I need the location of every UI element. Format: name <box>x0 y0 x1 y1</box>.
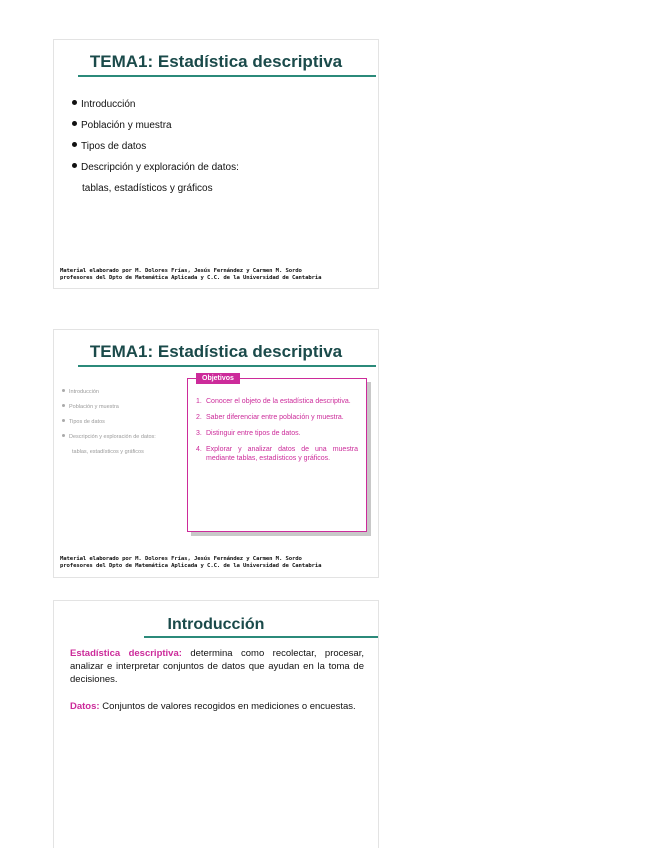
slide-footer <box>60 268 374 282</box>
slide-title: TEMA1: Estadística descriptiva <box>89 342 343 361</box>
slide-2 <box>53 329 379 578</box>
bullet-icon <box>62 434 65 437</box>
title-underline <box>78 365 376 367</box>
footer-line: Material elaborado por M. Dolores Frías, Jesús Fernández y Carmen M. Sordo <box>60 268 302 274</box>
list-item-continuation: tablas, estadísticos y gráficos <box>72 449 144 455</box>
definition-paragraph <box>70 647 364 686</box>
footer-line: profesores del Dpto de Matemática Aplicada y C.C. de la Universidad de Cantabria <box>60 563 322 569</box>
footer-line: profesores del Dpto de Matemática Aplicada y C.C. de la Universidad de Cantabria <box>60 275 322 281</box>
bullet-icon <box>72 142 77 147</box>
list-item: Población y muestra <box>72 119 239 140</box>
list-item: Introducción <box>72 98 239 119</box>
objective-item: 2. Saber diferenciar entre población y muestra. <box>196 414 344 421</box>
slide-title: Introducción <box>167 616 265 633</box>
bullet-icon <box>72 100 77 105</box>
slide-footer <box>60 556 374 570</box>
list-item: Descripción y exploración de datos: <box>62 433 156 448</box>
slide-3 <box>53 600 379 848</box>
slide-1 <box>53 39 379 289</box>
objective-item: 1. Conocer el objeto de la estadística descriptiva. <box>196 398 351 405</box>
objectives-list <box>196 397 358 470</box>
definition-text: determina como recolectar, procesar, analizar e interpretar conjuntos de datos que ayudan en la toma de decisiones. <box>70 648 364 685</box>
list-item: Introducción <box>62 388 156 403</box>
topic-list <box>72 98 239 203</box>
list-item: Descripción y exploración de datos: <box>72 161 239 182</box>
definition-paragraph <box>70 700 364 713</box>
objectives-heading: Objetivos <box>196 373 240 384</box>
objective-item: 3. Distinguir entre tipos de datos. <box>196 430 301 437</box>
objective-item: 4. Explorar y analizar datos de una muestra mediante tablas, estadísticos y gráficos. <box>196 446 358 462</box>
topic-list-faded <box>62 388 156 463</box>
bullet-icon <box>72 121 77 126</box>
bullet-icon <box>62 404 65 407</box>
list-item: Tipos de datos <box>62 418 156 433</box>
footer-line: Material elaborado por M. Dolores Frías, Jesús Fernández y Carmen M. Sordo <box>60 556 302 562</box>
definition-text: Conjuntos de valores recogidos en mediciones o encuestas. <box>99 701 356 712</box>
definition-term: Estadística descriptiva: <box>70 648 182 659</box>
bullet-icon <box>72 163 77 168</box>
definition-term: Datos: <box>70 701 100 712</box>
objectives-box <box>187 375 367 532</box>
slide-title: TEMA1: Estadística descriptiva <box>89 52 343 71</box>
title-underline <box>78 75 376 77</box>
list-item: Población y muestra <box>62 403 156 418</box>
title-underline <box>144 636 378 638</box>
list-item-continuation: tablas, estadísticos y gráficos <box>82 183 213 194</box>
bullet-icon <box>62 389 65 392</box>
list-item: Tipos de datos <box>72 140 239 161</box>
bullet-icon <box>62 419 65 422</box>
